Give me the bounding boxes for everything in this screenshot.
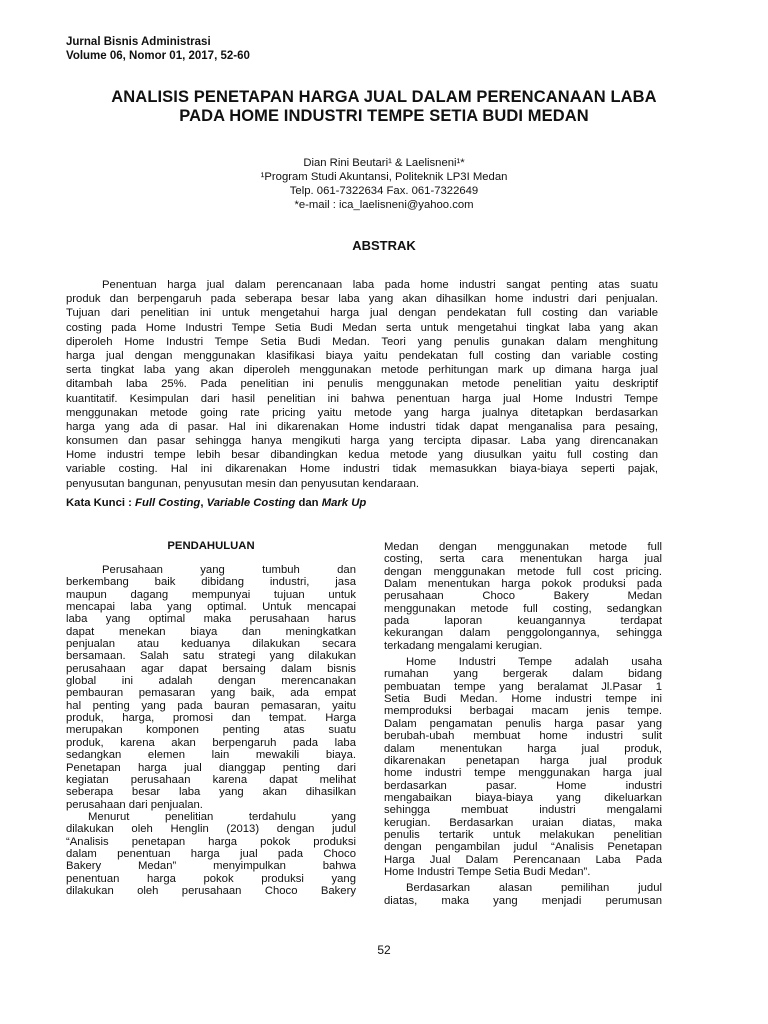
body-line: mengabaikan biaya-biaya yang dikeluarkan	[384, 791, 662, 804]
body-line: costing, serta cara menentukan harga jual	[384, 553, 662, 566]
abstract-line: ditambah laba 25%. Pada penelitian ini penulis menggunakan metode penelitian yaitu deskriptif	[66, 378, 658, 391]
author-block	[40, 156, 728, 212]
body-line: dengan menggunakan metode full cost pricing.	[384, 565, 662, 578]
abstract-line: Tujuan dari penelitian ini untuk mengetahui harga jual dengan pendekatan full costing dan variable	[66, 307, 658, 320]
abstract-heading: ABSTRAK	[352, 238, 416, 253]
paper-title	[40, 88, 728, 126]
abstract-line: produk dan berpengaruh pada seberapa besar laba yang akan dihasilkan home industri dari penjualan.	[66, 293, 658, 306]
body-line: penjualan atau keduanya dilakukan secara	[66, 638, 356, 651]
body-line: produk, harga, promosi dan tempat. Harga	[66, 712, 356, 725]
abstract-line: Penentuan harga jual dalam perencanaan laba pada home industri sangat penting atas suatu	[102, 279, 658, 291]
body-line: perusahaan Choco Bakery Medan	[384, 590, 662, 603]
section-heading: PENDAHULUAN	[167, 540, 255, 552]
title-line-2: PADA HOME INDUSTRI TEMPE SETIA BUDI MEDAN	[179, 107, 589, 125]
body-line: Home Industri Tempe adalah usaha	[406, 656, 662, 669]
body-line: dilakukan oleh Henglin (2013) dengan judul	[66, 823, 356, 836]
body-line: home industri tempe menggunakan harga jual	[384, 767, 662, 780]
body-line: diatas, maka yang menjadi perumusan	[384, 894, 662, 907]
body-line: produk, karena akan berpengaruh pada laba	[66, 736, 356, 749]
keyword-mark-up: Mark Up	[321, 497, 367, 509]
body-line: seberapa besar laba yang akan dihasilkan	[66, 786, 356, 799]
body-line: Penetapan harga jual dianggap penting dari	[66, 761, 356, 774]
abstract-line: konsumen dan pasar sehingga hanya mengikuti harga yang tercipta dipasar. Laba yang direncanakan	[66, 435, 658, 448]
body-line: berdasarkan pasar. Home industri	[384, 779, 662, 792]
keyword-separator: ,	[200, 497, 204, 509]
body-line: pembauran pemasaran yang baik, ada empat	[66, 687, 356, 700]
abstract-line: menggunakan metode going rate pricing yaitu metode yang harga jualnya ditetapkan berdasarkan	[66, 406, 658, 419]
body-line: dapat menekan biaya dan meningkatkan	[66, 625, 356, 638]
right-column	[384, 541, 662, 907]
body-line: penulis tertarik untuk melakukan penelitian	[384, 828, 662, 841]
body-line: Berdasarkan alasan pemilihan judul	[406, 882, 662, 895]
abstract-line: kuantitatif. Kesimpulan dari hasil penelitian ini bahwa penentuan harga jual Home Industri Tempe	[66, 392, 658, 405]
body-line: hal penting yang pada bauran pemasaran, yaitu	[66, 699, 356, 712]
body-line: dilakukan oleh perusahaan Choco Bakery	[66, 884, 356, 897]
body-line: Setia Budi Medan. Home industri tempe ini	[384, 693, 662, 706]
body-line: terkadang mengalami kerugian.	[384, 639, 543, 652]
body-line: bersamaan. Salah satu strategi yang dilakukan	[66, 650, 356, 663]
author-email: *e-mail : ica_laelisneni@yahoo.com	[294, 199, 474, 211]
body-line: berkembang baik dibidang industri, jasa	[66, 576, 356, 589]
page-number: 52	[377, 943, 391, 957]
body-line: “Analisis penetapan harga pokok produksi	[66, 835, 356, 848]
title-line-1: ANALISIS PENETAPAN HARGA JUAL DALAM PERENCANAAN LABA	[111, 88, 657, 106]
body-line: Dalam pengamatan penulis harga pasar yang	[384, 717, 662, 730]
abstract-line: serta tingkat laba yang akan diperoleh menggunakan metode perhitungan mark up dimana harga jual	[66, 364, 658, 377]
abstract-line: penyusutan bangunan, penyusutan mesin dan penyusutan kendaraan.	[66, 477, 419, 490]
abstract-line: costing pada Home Industri Tempe Setia Budi Medan serta untuk mengetahui tingkat laba yang akan	[66, 321, 658, 334]
body-line: perusahaan dari penjualan.	[66, 798, 203, 811]
body-line: dikarenakan penetapan harga jual produk	[384, 754, 662, 767]
author-affiliation: ¹Program Studi Akuntansi, Politeknik LP3I Medan	[260, 171, 508, 183]
journal-header	[66, 36, 250, 63]
body-line: kerugian. Berdasarkan uraian diatas, maka	[384, 816, 662, 829]
left-column	[66, 564, 356, 897]
abstract-line: harga jual dengan menggunakan klasifikasi biaya yaitu pendekatan full costing dan variable costing	[66, 349, 658, 362]
body-line: dengan pengambilan judul “Analisis Penetapan	[384, 841, 662, 854]
body-line: maupun dagang mempunyai tujuan untuk	[66, 588, 356, 601]
body-line: penentuan harga pokok produksi yang	[66, 872, 356, 885]
body-line: laba yang optimal maka perusahaan harus	[66, 613, 356, 626]
abstract-line: Home industri tempe lebih besar dibandingkan kedua metode yang diusulkan yaitu full costing dan	[66, 449, 658, 462]
body-line: Dalam menentukan harga pokok produksi pada	[384, 578, 662, 591]
abstract-line: diperoleh Home Industri Tempe Setia Budi Medan. Teori yang penulis gunakan dalam menghitung	[66, 335, 658, 348]
body-line: pada laporan keuangannya terdapat	[384, 615, 662, 628]
keywords	[66, 497, 366, 509]
body-line: global ini adalah dengan merencanakan	[66, 675, 356, 688]
body-line: Home Industri Tempe Setia Budi Medan”.	[384, 865, 591, 878]
body-line: dalam penentuan harga jual pada Choco	[66, 847, 356, 860]
body-line: sedangkan elemen lain mewakili biaya.	[66, 749, 356, 762]
body-line: Medan dengan menggunakan metode full	[384, 541, 662, 553]
keyword-variable-costing: Variable Costing	[206, 497, 296, 509]
author-phone: Telp. 061-7322634 Fax. 061-7322649	[289, 185, 479, 197]
body-line: menggunakan metode full costing, sedangkan	[384, 602, 662, 615]
body-line: pembuatan tempe yang beralamat Jl.Pasar 1	[384, 680, 662, 693]
body-line: Harga Jual Dalam Perencanaan Laba Pada	[384, 853, 662, 866]
keyword-separator-and: dan	[295, 497, 322, 509]
body-line: dalam menentukan harga jual produk,	[384, 742, 662, 755]
abstract-line: variable costing. Hal ini dikarenakan Home industri tidak memasukkan biaya-biaya seperti pajak,	[66, 463, 658, 476]
body-line: Bakery Medan” menyimpulkan bahwa	[66, 860, 356, 873]
journal-name: Jurnal Bisnis Administrasi	[66, 36, 211, 48]
body-line: mencapai laba yang optimal. Untuk mencapai	[66, 601, 356, 614]
body-line: kekurangan dalam penggolongannya, sehingga	[384, 627, 662, 640]
body-line: merupakan komponen penting atas suatu	[66, 724, 356, 737]
body-line: memproduksi berbagai macam jenis tempe.	[384, 705, 662, 718]
body-line: sehingga membuat industri mengalami	[384, 804, 662, 817]
keyword-full-costing: Full Costing	[135, 497, 201, 509]
abstract-line: harga yang ada di pasar. Hal ini dikarenakan Home industri tidak dapat menganalisa para pesaing,	[66, 420, 658, 433]
author-names: Dian Rini Beutari¹ & Laelisneni¹*	[303, 157, 465, 169]
abstract-body	[66, 278, 658, 491]
body-line: perusahaan agar dapat bersaing dalam bisnis	[66, 662, 356, 675]
body-line: Menurut penelitian terdahulu yang	[88, 810, 356, 823]
body-line: berubah-ubah membuat home industri sulit	[384, 730, 662, 743]
journal-volume: Volume 06, Nomor 01, 2017, 52-60	[66, 49, 250, 62]
body-line: kegiatan perusahaan karena dapat melihat	[66, 773, 356, 786]
body-line: rumahan yang bergerak dalam bidang	[384, 668, 662, 681]
body-line: Perusahaan yang tumbuh dan	[102, 564, 356, 576]
keywords-label: Kata Kunci :	[66, 497, 132, 509]
